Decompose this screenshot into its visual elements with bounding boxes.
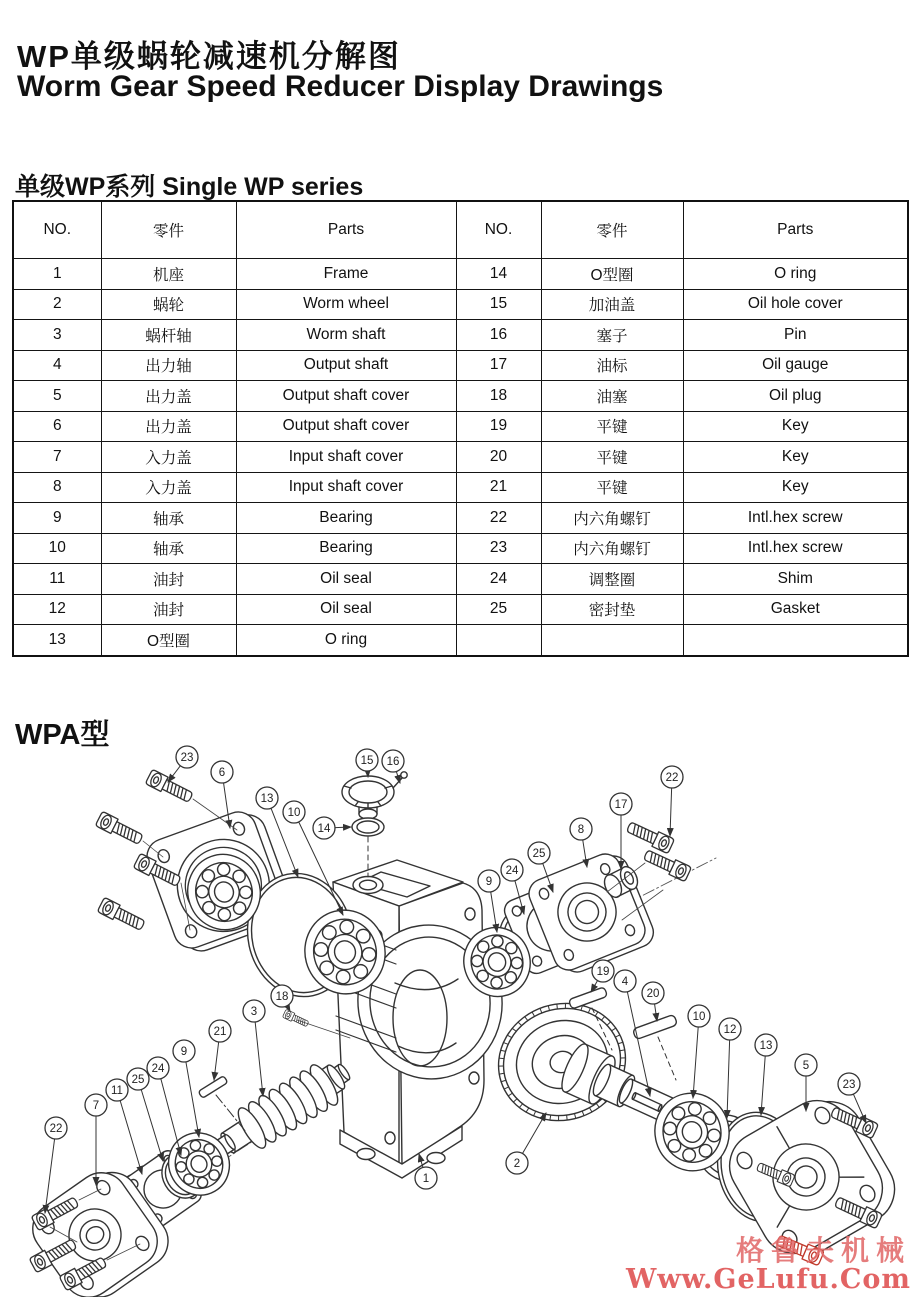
svg-text:10: 10: [692, 1011, 706, 1024]
balloon-14: [313, 817, 351, 839]
exploded-diagram-wpa: [0, 730, 919, 1297]
table-row: [13, 472, 908, 503]
cell-no: 17: [456, 350, 541, 381]
cell-part-en: Frame: [236, 259, 456, 290]
cell-part-en: [683, 625, 908, 656]
cell-no: 25: [456, 594, 541, 625]
column-header: 零件: [541, 201, 683, 259]
watermark-url: Www.GeLufu.Com: [625, 1263, 911, 1295]
cell-part-zh: 轴承: [101, 503, 236, 534]
table-row: [13, 625, 908, 656]
svg-text:23: 23: [180, 752, 194, 765]
cell-no: 3: [13, 320, 101, 351]
table-row: [13, 320, 908, 351]
cell-part-zh: 油塞: [541, 381, 683, 412]
svg-text:1: 1: [422, 1173, 430, 1186]
svg-text:18: 18: [275, 991, 289, 1004]
svg-text:24: 24: [505, 865, 519, 878]
svg-text:6: 6: [218, 767, 226, 780]
oil-hole-cover-part: [342, 776, 394, 819]
svg-text:5: 5: [802, 1060, 810, 1073]
cell-part-zh: 油封: [101, 594, 236, 625]
cell-part-en: Oil plug: [683, 381, 908, 412]
cell-no: 22: [456, 503, 541, 534]
cell-no: 9: [13, 503, 101, 534]
svg-text:15: 15: [360, 755, 374, 768]
cell-part-zh: 塞子: [541, 320, 683, 351]
cell-no: 20: [456, 442, 541, 473]
cell-no: 16: [456, 320, 541, 351]
cell-part-en: Oil seal: [236, 594, 456, 625]
cell-part-en: Gasket: [683, 594, 908, 625]
table-row: [13, 411, 908, 442]
svg-text:8: 8: [577, 824, 585, 837]
column-header: Parts: [683, 201, 908, 259]
column-header: 零件: [101, 201, 236, 259]
table-row: [13, 442, 908, 473]
cell-no: 24: [456, 564, 541, 595]
model-heading: WPA型: [15, 719, 110, 752]
cell-no: 8: [13, 472, 101, 503]
balloon-22: [661, 766, 683, 836]
cell-part-zh: 加油盖: [541, 289, 683, 320]
cell-part-zh: 密封垫: [541, 594, 683, 625]
key-21-part: [198, 1076, 228, 1099]
cell-no: 18: [456, 381, 541, 412]
svg-text:4: 4: [621, 976, 629, 989]
cell-no: 4: [13, 350, 101, 381]
cell-no: [456, 625, 541, 656]
cell-part-en: Intl.hex screw: [683, 533, 908, 564]
cell-part-zh: 出力轴: [101, 350, 236, 381]
cell-part-zh: 内六角螺钉: [541, 533, 683, 564]
balloon-21: [209, 1020, 231, 1080]
svg-text:7: 7: [92, 1100, 100, 1113]
table-row: [13, 533, 908, 564]
balloon-12: [719, 1018, 741, 1118]
cell-part-en: Oil gauge: [683, 350, 908, 381]
cell-part-en: Intl.hex screw: [683, 503, 908, 534]
cell-part-en: Worm wheel: [236, 289, 456, 320]
svg-text:11: 11: [111, 1085, 123, 1098]
cell-part-zh: 出力盖: [101, 381, 236, 412]
parts-table: [12, 200, 909, 657]
column-header: NO.: [13, 201, 101, 259]
cell-part-en: Oil seal: [236, 564, 456, 595]
cell-part-zh: [541, 625, 683, 656]
svg-text:9: 9: [180, 1046, 188, 1059]
svg-text:23: 23: [842, 1079, 856, 1092]
svg-text:10: 10: [287, 807, 301, 820]
balloon-25: [127, 1068, 163, 1161]
cell-part-zh: 蜗杆轴: [101, 320, 236, 351]
table-row: [13, 381, 908, 412]
cell-part-zh: 轴承: [101, 533, 236, 564]
balloon-2: [506, 1113, 546, 1174]
series-heading: 单级WP系列 Single WP series: [15, 172, 364, 201]
cell-part-zh: 蜗轮: [101, 289, 236, 320]
cell-part-zh: 内六角螺钉: [541, 503, 683, 534]
balloon-20: [642, 982, 664, 1021]
hex-screw: [625, 819, 674, 853]
column-header: Parts: [236, 201, 456, 259]
housing-frame-part: [333, 860, 512, 1178]
balloon-18: [271, 985, 293, 1011]
cell-part-en: Input shaft cover: [236, 472, 456, 503]
cell-no: 2: [13, 289, 101, 320]
cell-no: 19: [456, 411, 541, 442]
cell-no: 12: [13, 594, 101, 625]
cell-part-zh: 调整圈: [541, 564, 683, 595]
cell-part-zh: 入力盖: [101, 472, 236, 503]
hex-screw: [95, 811, 144, 847]
cell-no: 13: [13, 625, 101, 656]
watermark-brand: 格鲁夫机械: [735, 1234, 911, 1267]
cell-part-zh: 平键: [541, 442, 683, 473]
cell-no: 10: [13, 533, 101, 564]
cell-part-zh: 平键: [541, 472, 683, 503]
balloon-10: [688, 1005, 710, 1098]
svg-text:21: 21: [213, 1026, 227, 1039]
cell-part-en: Output shaft: [236, 350, 456, 381]
table-row: [13, 350, 908, 381]
cell-no: 5: [13, 381, 101, 412]
key-19-part: [568, 987, 607, 1009]
page-title-zh: WP单级蜗轮减速机分解图: [17, 38, 401, 74]
balloon-19: [591, 960, 614, 992]
cell-part-zh: 出力盖: [101, 411, 236, 442]
svg-text:22: 22: [665, 772, 679, 785]
svg-text:16: 16: [386, 756, 400, 769]
key-20-part: [632, 1014, 677, 1039]
svg-text:19: 19: [596, 966, 610, 979]
cell-part-en: Bearing: [236, 503, 456, 534]
hex-screw: [145, 769, 194, 805]
cell-no: 21: [456, 472, 541, 503]
table-row: [13, 259, 908, 290]
balloon-24: [147, 1057, 181, 1155]
table-row: [13, 503, 908, 534]
balloon-13: [755, 1034, 777, 1115]
cell-no: 7: [13, 442, 101, 473]
cell-part-en: Oil hole cover: [683, 289, 908, 320]
cell-part-zh: 入力盖: [101, 442, 236, 473]
balloon-15: [356, 749, 378, 777]
cell-part-en: Bearing: [236, 533, 456, 564]
table-row: [13, 594, 908, 625]
hex-screw: [97, 897, 146, 933]
table-row: [13, 289, 908, 320]
output-cover-5-part: [717, 1083, 907, 1272]
cell-part-zh: 油封: [101, 564, 236, 595]
cell-no: 15: [456, 289, 541, 320]
cell-part-zh: 油标: [541, 350, 683, 381]
cell-part-en: Key: [683, 442, 908, 473]
svg-text:25: 25: [131, 1074, 145, 1087]
cell-part-zh: O型圈: [101, 625, 236, 656]
cell-part-en: Worm shaft: [236, 320, 456, 351]
cell-part-en: O ring: [236, 625, 456, 656]
cell-part-en: Input shaft cover: [236, 442, 456, 473]
svg-text:17: 17: [614, 799, 628, 812]
cell-part-en: Output shaft cover: [236, 381, 456, 412]
svg-text:13: 13: [759, 1040, 773, 1053]
balloon-23: [168, 746, 198, 782]
column-header: NO.: [456, 201, 541, 259]
balloon-7: [85, 1094, 107, 1185]
cell-part-zh: O型圈: [541, 259, 683, 290]
svg-text:22: 22: [49, 1123, 63, 1136]
cell-part-en: Key: [683, 411, 908, 442]
cell-part-zh: 平键: [541, 411, 683, 442]
cell-no: 6: [13, 411, 101, 442]
cell-part-en: Output shaft cover: [236, 411, 456, 442]
cell-part-en: O ring: [683, 259, 908, 290]
svg-text:9: 9: [485, 876, 493, 889]
svg-text:14: 14: [317, 823, 331, 836]
parts-table-header: [13, 201, 908, 259]
balloon-11: [106, 1079, 142, 1174]
cell-no: 11: [13, 564, 101, 595]
svg-text:12: 12: [723, 1024, 737, 1037]
balloon-16: [382, 750, 404, 783]
cell-part-en: Shim: [683, 564, 908, 595]
cell-part-en: Pin: [683, 320, 908, 351]
cell-no: 14: [456, 259, 541, 290]
svg-text:3: 3: [250, 1006, 258, 1019]
svg-text:20: 20: [646, 988, 660, 1001]
svg-text:24: 24: [151, 1063, 165, 1076]
cell-no: 1: [13, 259, 101, 290]
hex-screw: [282, 1009, 309, 1028]
worm-wheel-part: [483, 987, 641, 1137]
cell-part-zh: 机座: [101, 259, 236, 290]
page-title-en: Worm Gear Speed Reducer Display Drawings: [17, 70, 664, 104]
balloon-9: [173, 1040, 199, 1137]
svg-text:13: 13: [260, 793, 274, 806]
svg-text:2: 2: [513, 1158, 521, 1171]
cell-part-en: Key: [683, 472, 908, 503]
balloon-3: [243, 1000, 265, 1096]
svg-text:25: 25: [532, 848, 546, 861]
pin-16-part: [393, 772, 407, 788]
table-row: [13, 564, 908, 595]
cell-no: 23: [456, 533, 541, 564]
